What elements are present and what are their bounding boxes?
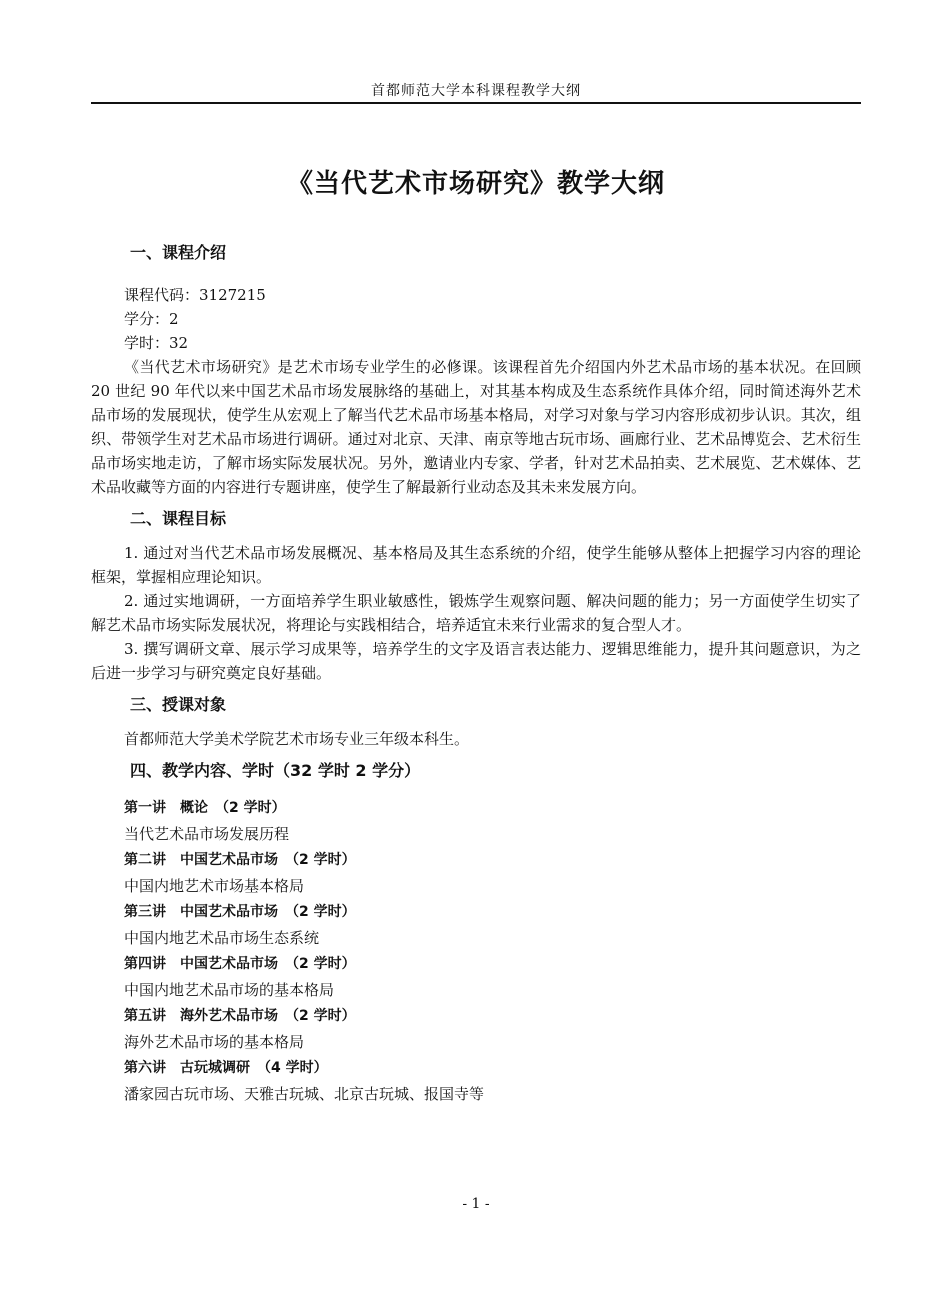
lecture-content: 潘家园古玩市场、天雅古玩城、北京古玩城、报国寺等 — [124, 1085, 485, 1103]
lecture-content: 中国内地艺术品市场的基本格局 — [124, 981, 335, 999]
document-title: 《当代艺术市场研究》教学大纲 — [286, 169, 665, 199]
lecture-title: 第四讲 中国艺术品市场 （2 学时） — [124, 956, 356, 972]
lecture-title: 第一讲 概论 （2 学时） — [124, 800, 286, 816]
running-header: 首都师范大学本科课程教学大纲 — [371, 83, 581, 99]
audience-text: 首都师范大学美术学院艺术市场专业三年级本科生。 — [124, 730, 470, 748]
section-heading-content-hours: 四、教学内容、学时（32 学时 2 学分） — [130, 761, 421, 780]
section-heading-course-intro: 一、课程介绍 — [130, 243, 227, 262]
section-heading-course-goals: 二、课程目标 — [130, 509, 227, 528]
lecture-title: 第二讲 中国艺术品市场 （2 学时） — [124, 852, 356, 868]
lecture-content: 中国内地艺术品市场生态系统 — [124, 929, 320, 947]
lecture-title: 第六讲 古玩城调研 （4 学时） — [124, 1060, 328, 1076]
course-hours: 学时：32 — [124, 334, 189, 352]
lecture-content: 海外艺术品市场的基本格局 — [124, 1033, 305, 1051]
document-body — [91, 241, 861, 1107]
page-number: - 1 - — [462, 1196, 490, 1212]
course-code: 课程代码：3127215 — [124, 286, 266, 304]
header-rule — [91, 102, 861, 104]
course-description: 《当代艺术市场研究》是艺术市场专业学生的必修课。该课程首先介绍国内外艺术品市场的基本状况。在回顾 20 世纪 90 年代以来中国艺术品市场发展脉络的基础上，对其基本构成及生态系统作具体介绍，同时简述海外艺术品市场的发展现状，使学生从宏观上了解当代艺术品市场基本格局，对学习对象与学习内容形成初步认识。其次，组织、带领学生对艺术品市场进行调研。通过对北京、天津、南京等地古玩市场、画廊行业、艺术品博览会、艺术衍生品市场实地走访，了解市场实际发展状况。另外，邀请业内专家、学者，针对艺术品拍卖、艺术展览、艺术媒体、艺术品收藏等方面的内容进行专题讲座，使学生了解最新行业动态及其未来发展方向。 — [91, 358, 861, 496]
goal-item-1: 1. 通过对当代艺术品市场发展概况、基本格局及其生态系统的介绍，使学生能够从整体上把握学习内容的理论框架，掌握相应理论知识。 — [91, 544, 861, 586]
section-heading-audience: 三、授课对象 — [130, 695, 227, 714]
lecture-content: 当代艺术品市场发展历程 — [124, 825, 290, 843]
lecture-title: 第五讲 海外艺术品市场 （2 学时） — [124, 1008, 356, 1024]
course-credits: 学分：2 — [124, 310, 179, 328]
goal-item-3: 3. 撰写调研文章、展示学习成果等，培养学生的文字及语言表达能力、逻辑思维能力，提升其问题意识，为之后进一步学习与研究奠定良好基础。 — [91, 640, 861, 682]
lecture-title: 第三讲 中国艺术品市场 （2 学时） — [124, 904, 356, 920]
goal-item-2: 2. 通过实地调研，一方面培养学生职业敏感性，锻炼学生观察问题、解决问题的能力；另一方面使学生切实了解艺术品市场实际发展状况，将理论与实践相结合，培养适宜未来行业需求的复合型人才。 — [91, 592, 861, 634]
lecture-content: 中国内地艺术市场基本格局 — [124, 877, 305, 895]
